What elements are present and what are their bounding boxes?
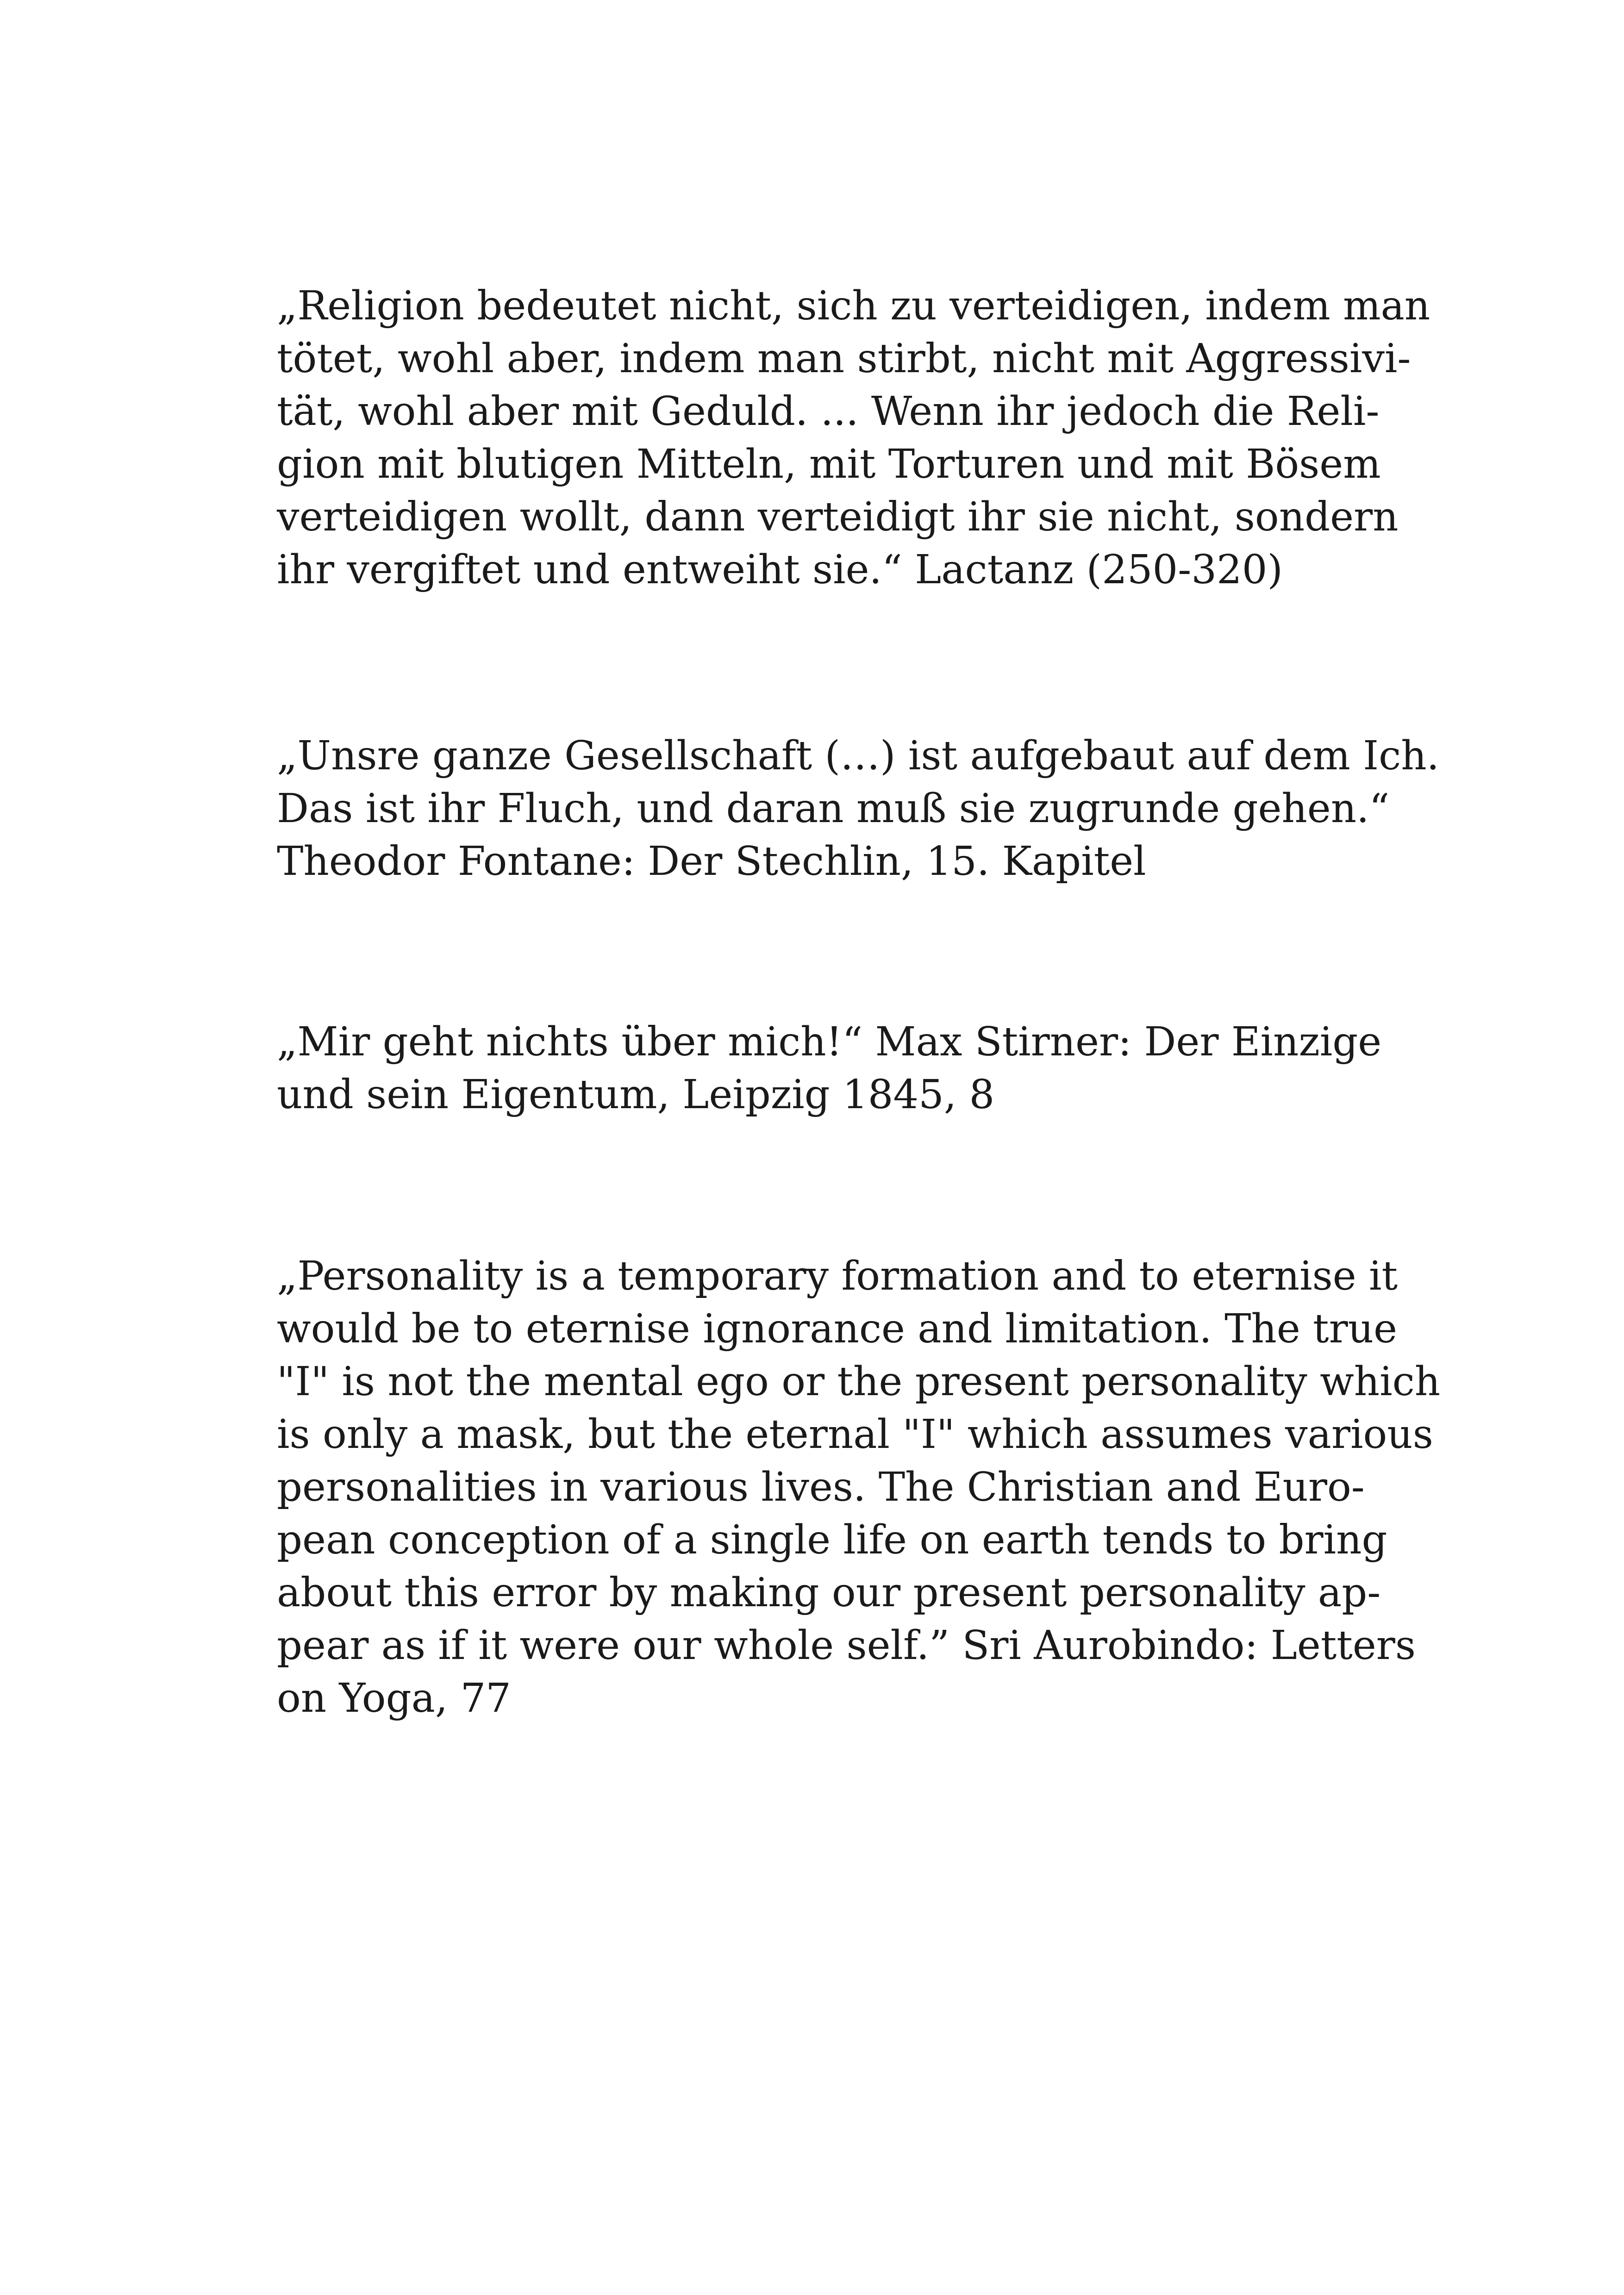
text-line: Theodor Fontane: Der Stechlin, 15. Kapitel [277, 838, 1146, 885]
text-line: „Religion bedeutet nicht, sich zu verteidigen, indem man [277, 283, 1430, 329]
text-line: tötet, wohl aber, indem man stirbt, nicht mit Aggressivi- [277, 336, 1411, 382]
text-line: „Mir geht nichts über mich!“ Max Stirner: Der Einzige [277, 1019, 1382, 1065]
text-line: Das ist ihr Fluch, und daran muß sie zugrunde gehen.“ [277, 786, 1390, 832]
text-line: personalities in various lives. The Christian and Euro- [277, 1464, 1365, 1510]
text-line: „Unsre ganze Gesellschaft (…) ist aufgebaut auf dem Ich. [277, 733, 1440, 779]
text-line: „Personality is a temporary formation and to eternise it [277, 1253, 1398, 1299]
text-line: tät, wohl aber mit Geduld. ... Wenn ihr jedoch die Reli- [277, 388, 1380, 435]
text-line: pear as if it were our whole self.” Sri Aurobindo: Letters [277, 1622, 1416, 1669]
quote-stirner [277, 1016, 1382, 1121]
quote-lactanz [277, 280, 1430, 596]
text-line: gion mit blutigen Mitteln, mit Torturen und mit Bösem [277, 441, 1381, 487]
text-line: is only a mask, but the eternal "I" which assumes various [277, 1411, 1433, 1458]
text-line: verteidigen wollt, dann verteidigt ihr sie nicht, sondern [277, 494, 1399, 540]
text-line: on Yoga, 77 [277, 1675, 512, 1721]
text-line: "I" is not the mental ego or the present personality which [277, 1359, 1441, 1405]
quote-aurobindo [277, 1250, 1441, 1725]
text-line: about this error by making our present personality ap- [277, 1570, 1381, 1616]
text-line: und sein Eigentum, Leipzig 1845, 8 [277, 1072, 995, 1118]
text-line: pean conception of a single life on earth tends to bring [277, 1517, 1387, 1563]
text-line: would be to eternise ignorance and limitation. The true [277, 1306, 1398, 1352]
quote-fontane [277, 730, 1440, 888]
text-line: ihr vergiftet und entweiht sie.“ Lactanz (250-320) [277, 547, 1283, 593]
